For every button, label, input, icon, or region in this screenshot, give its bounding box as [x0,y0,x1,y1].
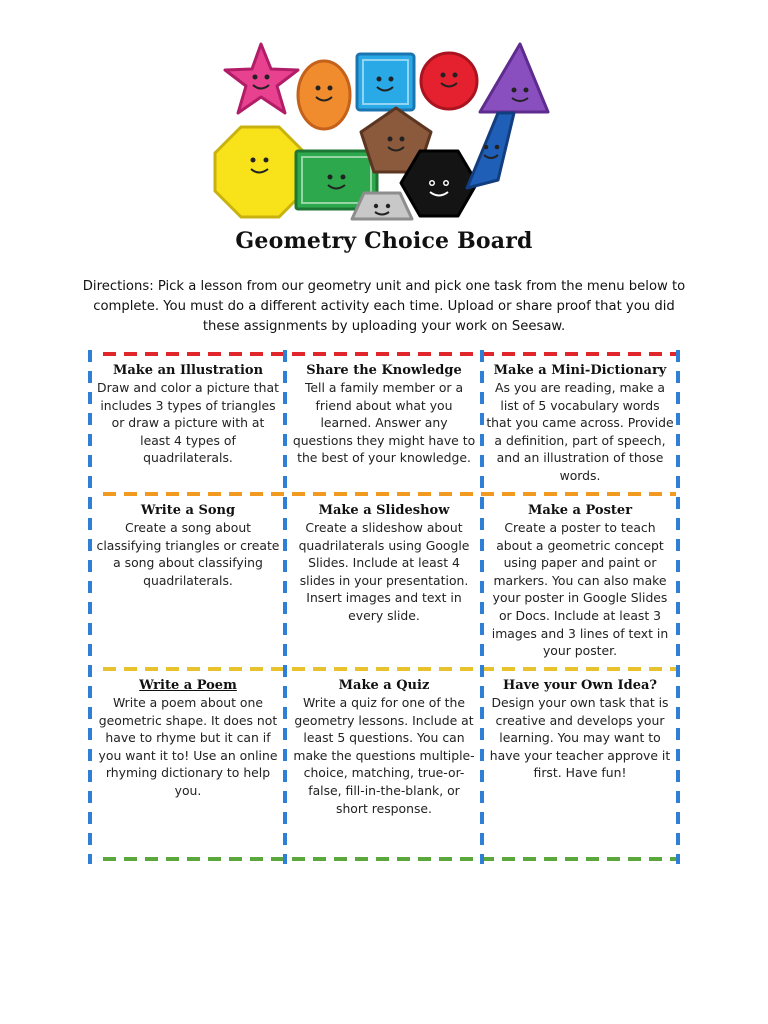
choice-cell-song [95,502,281,589]
choice-cell-slideshow [292,502,476,625]
cell-title: Share the Knowledge [306,363,462,378]
directions-text: Directions: Pick a lesson from our geometry unit and pick one task from the menu below to complete. You must do a different activity each time. Upload or share proof that you did these assignments by uploading your work on Seesaw. [82,279,686,334]
cell-title: Make a Mini-Dictionary [493,363,667,378]
choice-cell-own-idea [486,677,674,782]
choice-cell-quiz [292,677,476,817]
shape-characters-illustration [0,0,768,225]
cell-description: Create a poster to teach about a geometric concept using paper and paint or markers. You can also make your poster in Google Slides or Docs. Include at least 3 images and 3 lines of text in your poster. [491,520,669,659]
page-title: Geometry Choice Board [235,228,533,254]
star-icon [225,44,298,113]
cell-description: Write a quiz for one of the geometry lessons. Include at least 5 questions. You can make the questions multiple-choice, matching, true-or-false, fill-in-the-blank, or short response. [293,695,475,816]
cell-description: Create a slideshow about quadrilaterals using Google Slides. Include at least 4 slides in your presentation. Insert images and text in every slide. [298,520,470,623]
circle-icon [421,53,477,109]
cell-title: Make a Poster [527,503,633,518]
cell-title: Make a Slideshow [318,503,450,518]
rhombus-icon [467,113,514,188]
cell-title: Write a Song [140,503,236,518]
cell-description: As you are reading, make a list of 5 vocabulary words that you came across. Provide a definition, part of speech, and an illustration of those words. [486,380,674,483]
cell-description: Tell a family member or a friend about what you learned. Answer any questions they might have to the best of your knowledge. [292,380,476,466]
cell-description: Write a poem about one geometric shape. It does not have to rhyme but it can if you want it to! Use an online rhyming dictionary to help you. [98,695,278,798]
octagon-icon [215,127,305,217]
cell-title: Make an Illustration [112,363,264,378]
choice-cell-illustration [95,362,281,467]
oval-icon [298,61,350,129]
triangle-icon [480,44,548,112]
square-icon [357,54,414,110]
choice-cell-mini-dictionary [486,362,674,485]
choice-cell-share-knowledge [292,362,476,467]
cell-title: Write a Poem [139,678,237,693]
trapezoid-icon [352,193,412,219]
choice-cell-poster [486,502,674,660]
cell-title: Have your Own Idea? [502,678,658,693]
cell-title: Make a Quiz [338,678,430,693]
cell-description: Create a song about classifying triangles or create a song about classifying quadrilaterals. [96,520,280,588]
cell-description: Design your own task that is creative and develops your learning. You may want to have your teacher approve it first. Have fun! [489,695,671,781]
choice-cell-poem [95,677,281,800]
cell-description: Draw and color a picture that includes 3 types of triangles or draw a picture with at least 4 types of quadrilaterals. [97,380,279,466]
